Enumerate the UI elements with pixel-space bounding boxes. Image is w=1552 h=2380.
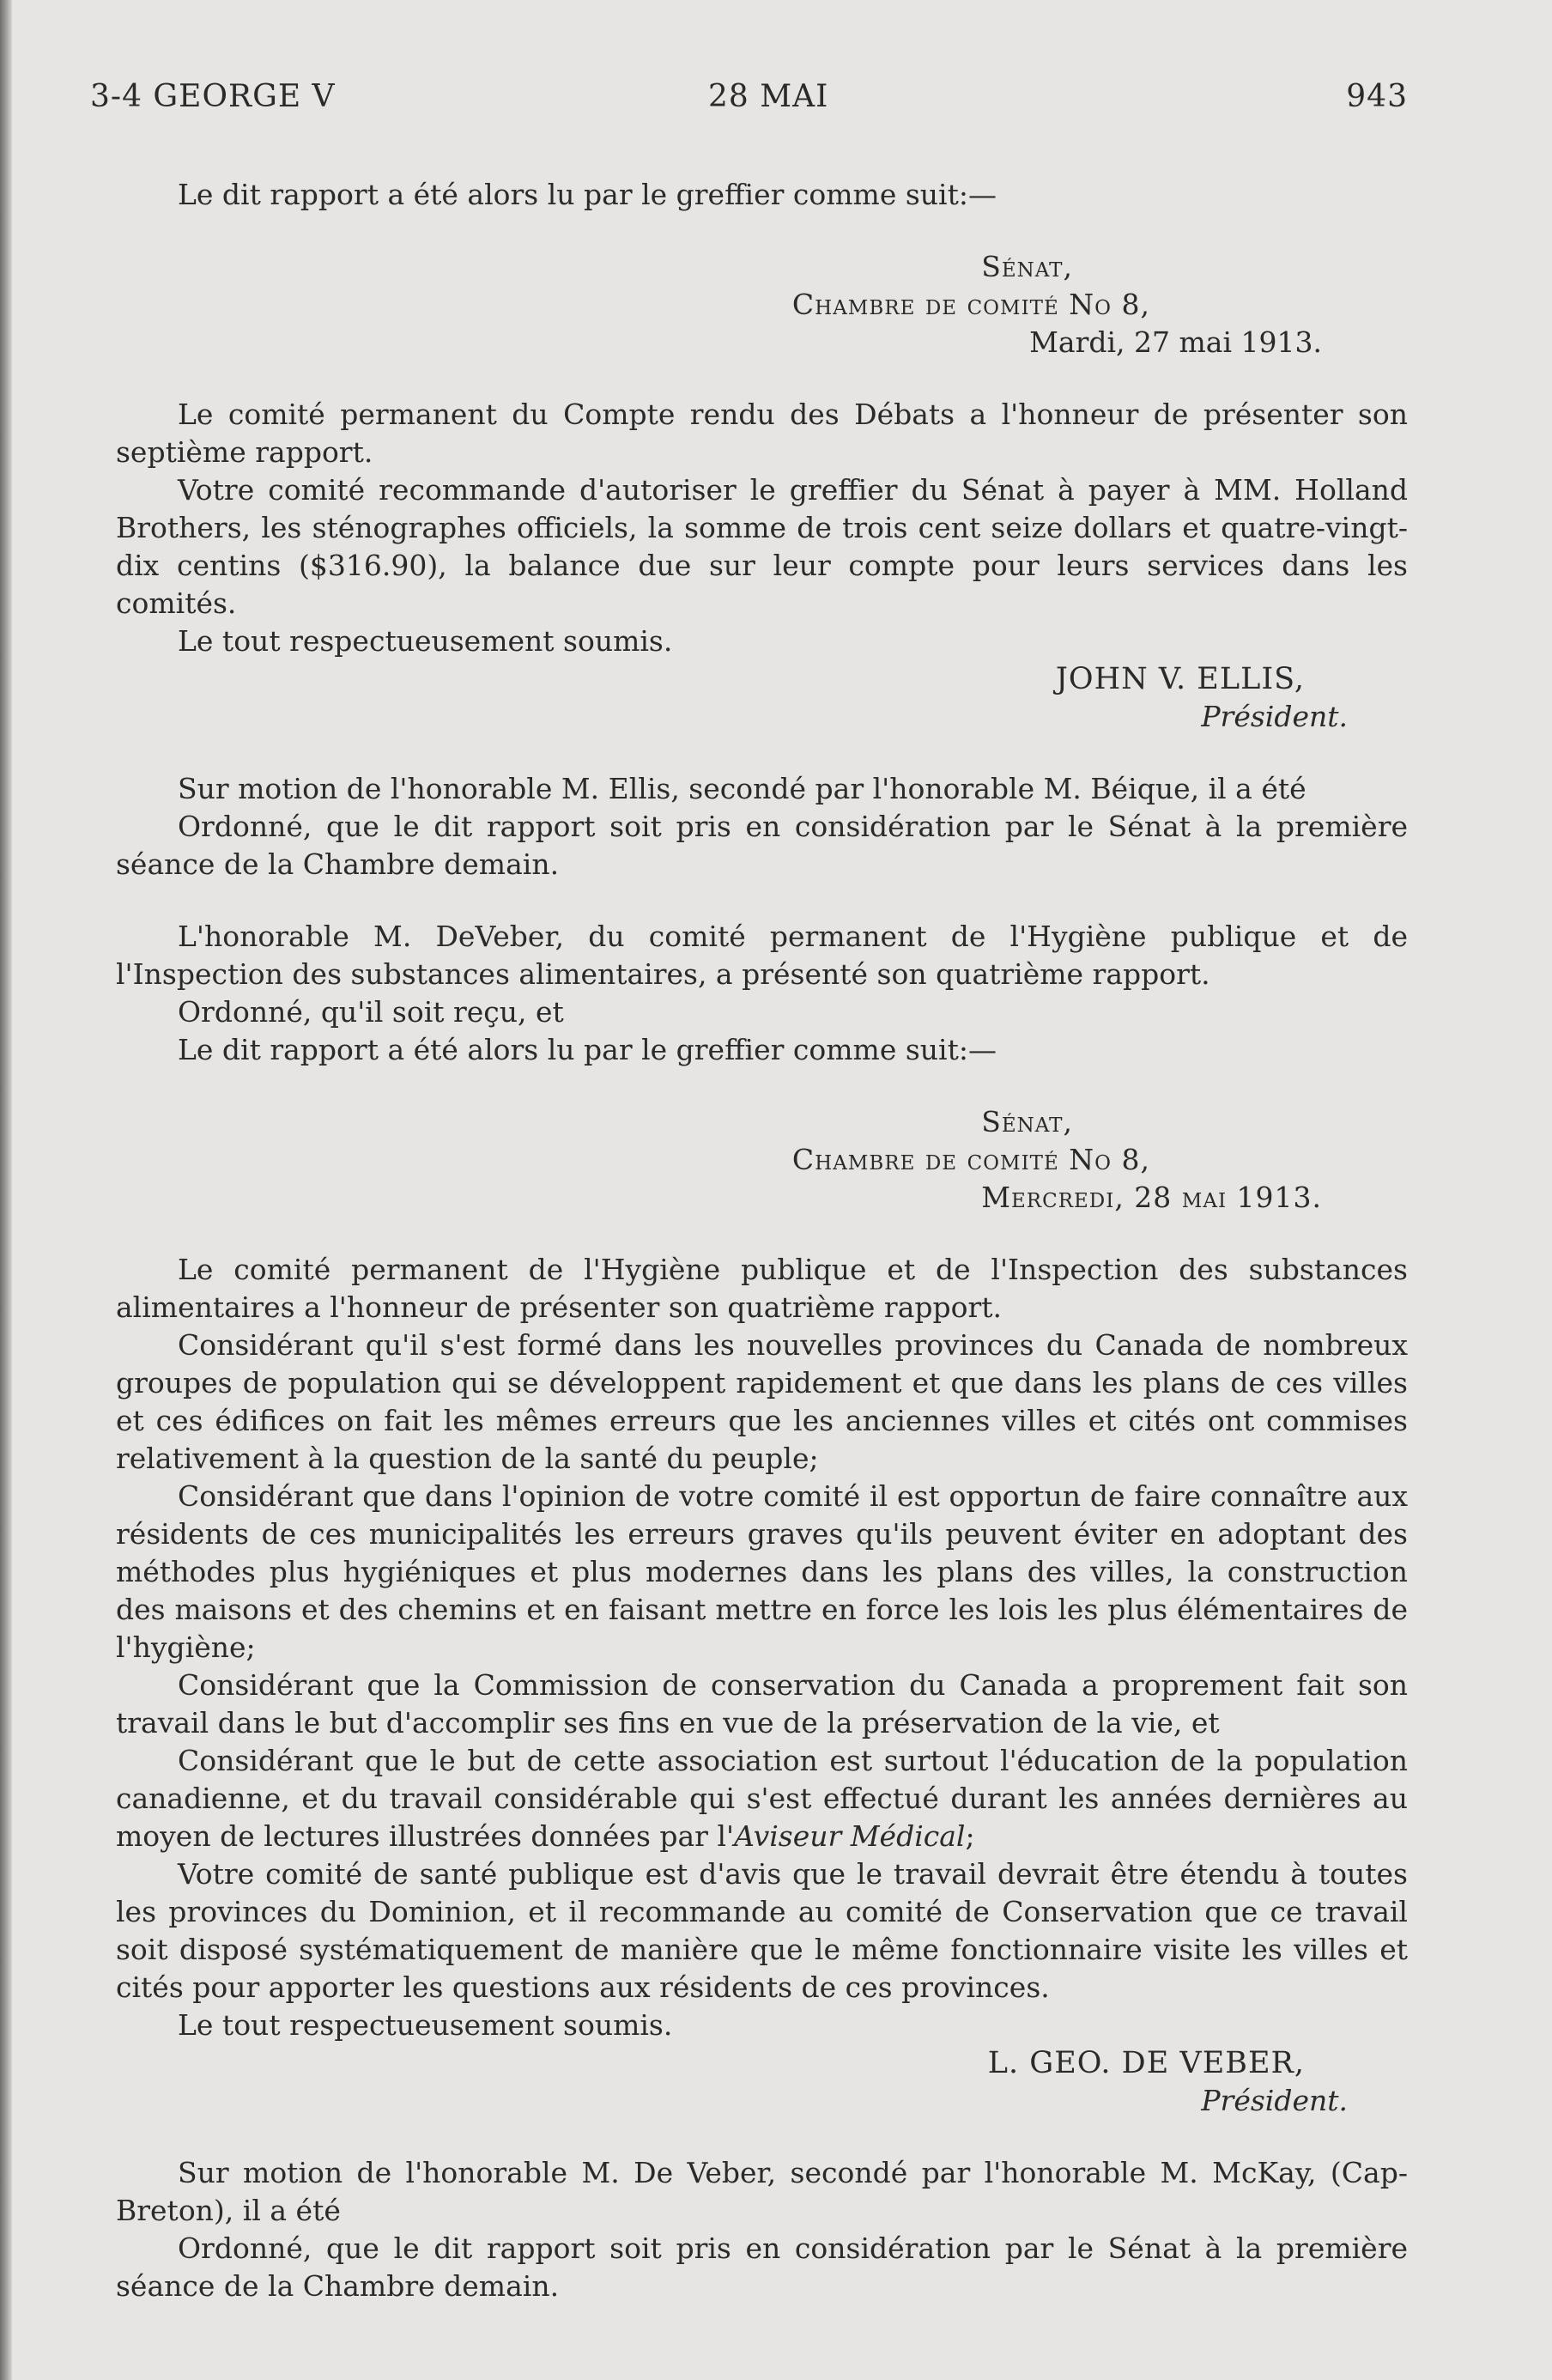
report-paragraph-association <box>116 1742 1408 1855</box>
ordered-paragraph: Ordonné, que le dit rapport soit pris en considération par le Sénat à la première séance de la Chambre demain. <box>116 2231 1408 2303</box>
ordered-paragraph: Ordonné, que le dit rapport soit pris en considération par le Sénat à la première séance de la Chambre demain. <box>116 810 1408 881</box>
report-paragraph: Considérant que dans l'opinion de votre comité il est opportun de faire connaître aux résidents de ces municipalités les erreurs graves qu'ils peuvent éviter en adoptant des méthodes plus hygiéniques et plus modernes dans les plans des villes, la construction des maisons et des chemins et en faisant mettre en force les lois les plus élémentaires de l'hygiène; <box>116 1479 1408 1664</box>
page-number: 943 <box>1346 79 1408 114</box>
report-paragraph: Considérant que la Commission de conservation du Canada a proprement fait son travail dans le but d'accomplir ses fins en vue de la préservation de la vie, et <box>116 1668 1408 1739</box>
heading-date-1: Mardi, 27 mai 1913. <box>1029 325 1322 359</box>
signature-role: Président. <box>1201 700 1348 733</box>
report-paragraph: Le tout respectueusement soumis. <box>178 624 673 658</box>
signature-de-veber <box>116 2044 1408 2120</box>
book-spine-shadow <box>0 0 12 2380</box>
report-paragraph: Considérant qu'il s'est formé dans les nouvelles provinces du Canada de nombreux groupes de population qui se développent rapidement et que dans les plans de ces villes et ces édifices on fait les mêmes erreurs que les anciennes villes et cités ont commises relativement à la question de la santé du peuple; <box>116 1328 1408 1475</box>
signature-role: Président. <box>1201 2084 1348 2117</box>
report-paragraph: Votre comité recommande d'autoriser le greffier du Sénat à payer à MM. Holland Brothers, les sténographes officiels, la somme de trois cent seize dollars et quatre-vingt-dix centins ($316.90), la balance due sur leur compte pour leurs services dans les comités. <box>116 473 1408 620</box>
association-text: Considérant que le but de cette association est surtout l'éducation de la population canadienne, et du travail considérable qui s'est effectué durant les années dernières au moyen de lectures illustrées données par l' <box>116 1744 1408 1853</box>
signature-name: L. GEO. DE VEBER, <box>987 2046 1305 2080</box>
report-paragraph: L'honorable M. DeVeber, du comité permanent de l'Hygiène publique et de l'Inspection des substances alimentaires, a présenté son quatrième rapport. <box>116 920 1408 991</box>
heading-senat-2: Sénat, <box>981 1105 1073 1138</box>
motion-paragraph: Sur motion de l'honorable M. De Veber, secondé par l'honorable M. McKay, (Cap-Breton), il a été <box>116 2156 1408 2227</box>
header-date: 28 MAI <box>708 79 829 114</box>
signature-name: JOHN V. ELLIS, <box>1055 662 1305 696</box>
heading-date-2: Mercredi, 28 mai 1913. <box>981 1181 1322 1214</box>
header-session: 3-4 GEORGE V <box>90 79 336 114</box>
heading-chambre-1: Chambre de comité No 8, <box>791 288 1150 321</box>
report-paragraph: Le tout respectueusement soumis. <box>178 2008 673 2042</box>
page-body <box>116 176 1408 2305</box>
report-paragraph: Ordonné, qu'il soit reçu, et <box>178 995 564 1029</box>
report-paragraph: Le comité permanent du Compte rendu des Débats a l'honneur de présenter son septième rapport. <box>116 398 1408 469</box>
report-heading-2 <box>116 1103 1408 1217</box>
report-heading-1 <box>116 248 1408 361</box>
aviseur-medical: Aviseur Médical <box>734 1819 966 1853</box>
heading-senat-1: Sénat, <box>981 250 1073 283</box>
signature-ellis <box>116 660 1408 736</box>
report-intro-1: Le dit rapport a été alors lu par le greffier comme suit:— <box>178 178 997 211</box>
report-paragraph: Votre comité de santé publique est d'avis que le travail devrait être étendu à toutes les provinces du Dominion, et il recommande au comité de Conservation que ce travail soit disposé systématiquement de manière que le même fonctionnaire visite les villes et cités pour apporter les questions aux résidents de ces provinces. <box>116 1857 1408 2004</box>
report-paragraph: Le comité permanent de l'Hygiène publique et de l'Inspection des substances alimentaires a l'honneur de présenter son quatrième rapport. <box>116 1253 1408 1324</box>
report-paragraph: Le dit rapport a été alors lu par le greffier comme suit:— <box>178 1033 997 1066</box>
heading-chambre-2: Chambre de comité No 8, <box>791 1143 1150 1176</box>
page-header <box>90 79 1408 122</box>
motion-paragraph: Sur motion de l'honorable M. Ellis, secondé par l'honorable M. Béique, il a été <box>178 772 1306 805</box>
association-end: ; <box>965 1819 975 1853</box>
